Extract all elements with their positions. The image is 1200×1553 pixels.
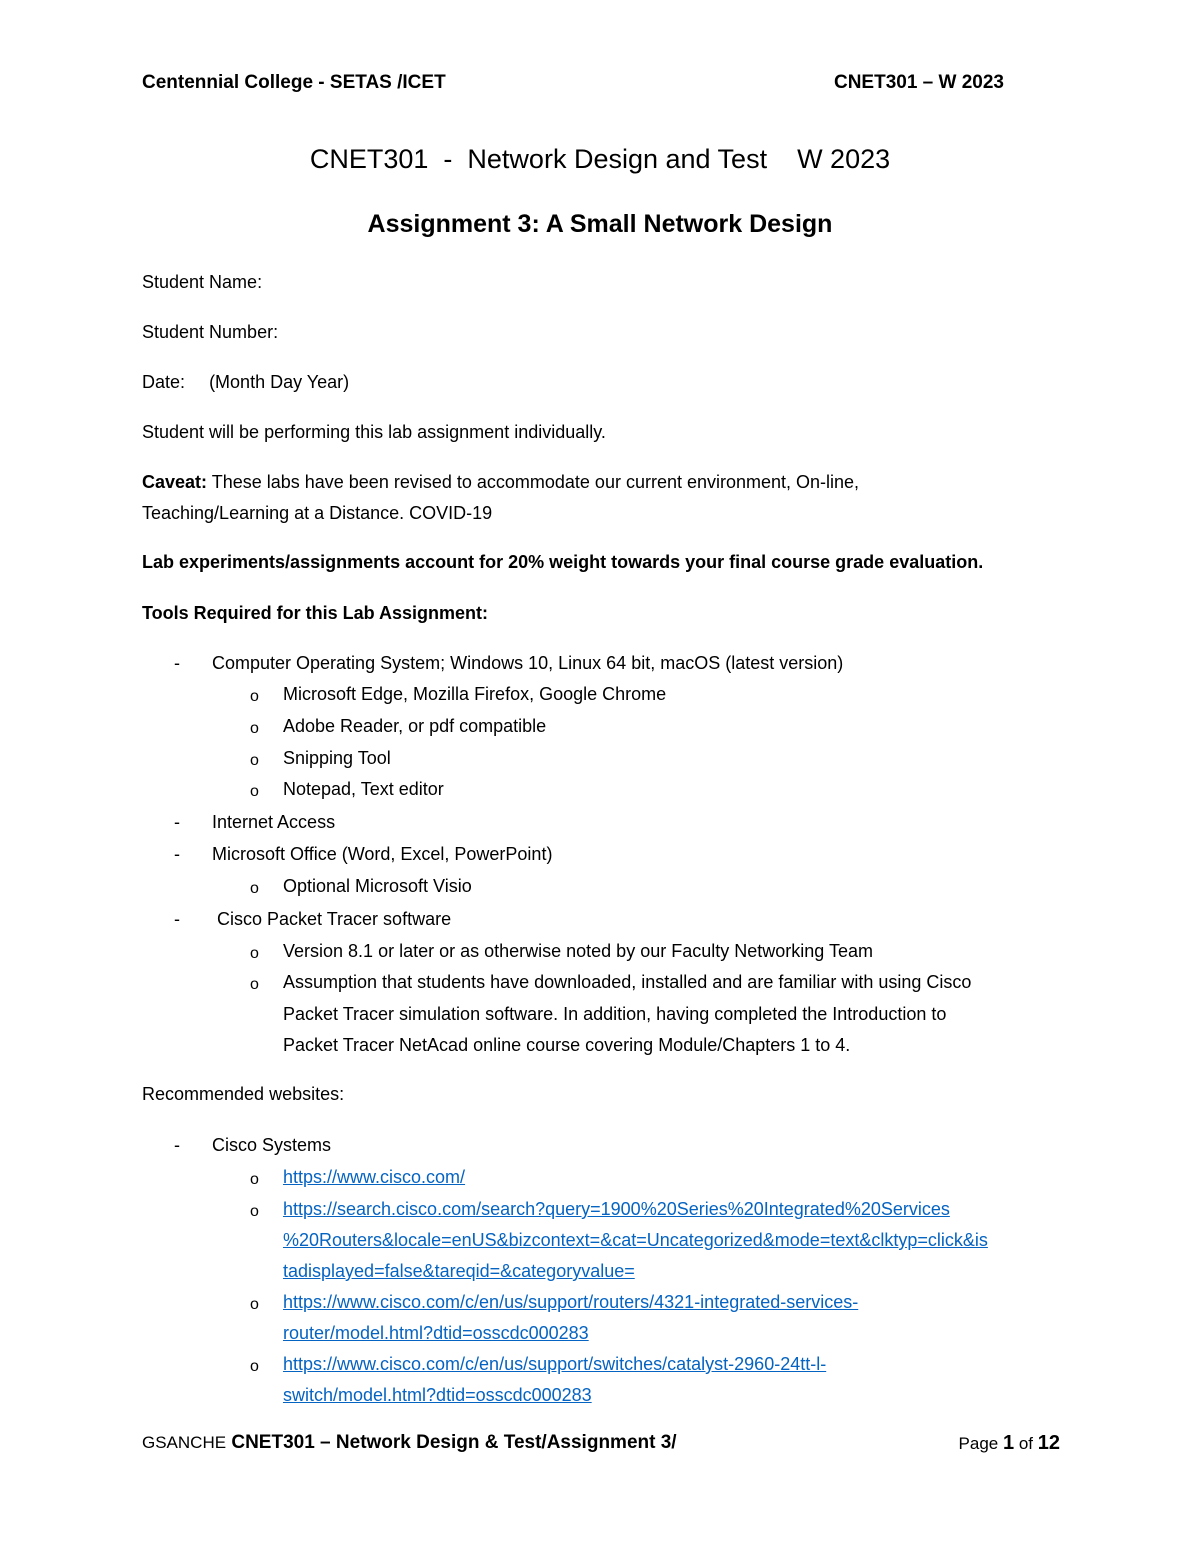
link-cisco-search-line-1[interactable]: https://search.cisco.com/search?query=1900%20Series%20Integrated%20Services — [283, 1199, 950, 1219]
link-router-4321-line-1[interactable]: https://www.cisco.com/c/en/us/support/routers/4321-integrated-services- — [283, 1292, 859, 1312]
dash-bullet: - — [174, 1135, 180, 1155]
student-number-field: Student Number: — [142, 322, 279, 342]
header-right: CNET301 – W 2023 — [833, 72, 1004, 93]
circle-bullet: o — [250, 880, 259, 897]
weight-note: Lab experiments/assignments account for 20% weight towards your final course grade evaluation. — [142, 552, 984, 572]
tool-packet-tracer: Cisco Packet Tracer software — [212, 909, 452, 929]
assignment-title: Assignment 3: A Small Network Design — [367, 210, 833, 238]
tool-snipping: Snipping Tool — [283, 748, 391, 768]
circle-bullet: o — [250, 688, 259, 705]
pt-assumption-line-1: Assumption that students have downloaded, installed and are familiar with using Cisco — [283, 972, 972, 992]
circle-bullet: o — [250, 1358, 259, 1375]
circle-bullet: o — [250, 1203, 259, 1220]
page-total: 12 — [1037, 1432, 1060, 1454]
circle-bullet: o — [250, 720, 259, 737]
caveat-line-2: Teaching/Learning at a Distance. COVID-19 — [142, 503, 493, 523]
course-title: CNET301 - Network Design and Test W 2023 — [309, 144, 891, 174]
link-switch-2960-line-1[interactable]: https://www.cisco.com/c/en/us/support/switches/catalyst-2960-24tt-l- — [283, 1354, 827, 1374]
caveat-label: Caveat: — [142, 472, 208, 492]
tool-visio: Optional Microsoft Visio — [283, 876, 472, 896]
student-name-field: Student Name: — [142, 272, 263, 292]
individual-note: Student will be performing this lab assignment individually. — [142, 422, 606, 442]
dash-bullet: - — [174, 812, 180, 832]
page-label: Page — [958, 1434, 999, 1453]
dash-bullet: - — [174, 909, 180, 929]
tool-os: Computer Operating System; Windows 10, Linux 64 bit, macOS (latest version) — [212, 653, 844, 673]
pt-assumption-line-3: Packet Tracer NetAcad online course covering Module/Chapters 1 to 4. — [283, 1035, 851, 1055]
tools-heading: Tools Required for this Lab Assignment: — [142, 603, 489, 623]
circle-bullet: o — [250, 1296, 259, 1313]
tool-pdf-reader: Adobe Reader, or pdf compatible — [283, 716, 547, 736]
website-group-cisco: Cisco Systems — [212, 1135, 332, 1155]
pt-version: Version 8.1 or later or as otherwise noted by our Faculty Networking Team — [283, 941, 873, 961]
footer-page-number — [959, 1432, 1060, 1455]
link-router-4321-line-2[interactable]: router/model.html?dtid=osscdc000283 — [283, 1323, 589, 1343]
circle-bullet: o — [250, 1171, 259, 1188]
date-value: (Month Day Year) — [209, 372, 350, 392]
link-cisco-search-line-2[interactable]: %20Routers&locale=enUS&bizcontext=&cat=Uncategorized&mode=text&clktyp=click&is — [283, 1230, 988, 1250]
page-of-label: of — [1018, 1434, 1034, 1453]
tool-notepad: Notepad, Text editor — [283, 779, 444, 799]
date-field — [142, 372, 349, 393]
link-cisco-home[interactable]: https://www.cisco.com/ — [283, 1167, 466, 1187]
footer-doc-title: CNET301 – Network Design & Test/Assignment 3/ — [226, 1432, 677, 1453]
date-label: Date: — [142, 372, 186, 392]
dash-bullet: - — [174, 844, 180, 864]
caveat-text-1: These labs have been revised to accommodate our current environment, On-line, — [207, 472, 860, 492]
circle-bullet: o — [250, 976, 259, 993]
link-cisco-search-line-3[interactable]: tadisplayed=false&tareqid=&categoryvalue= — [283, 1261, 635, 1281]
tool-browsers: Microsoft Edge, Mozilla Firefox, Google Chrome — [283, 684, 667, 704]
recommended-heading: Recommended websites: — [142, 1084, 345, 1104]
header-left: Centennial College - SETAS /ICET — [142, 72, 446, 93]
footer-author: GSANCHE — [142, 1433, 227, 1452]
caveat-line-1 — [142, 472, 859, 493]
tool-office: Microsoft Office (Word, Excel, PowerPoint) — [212, 844, 553, 864]
tool-internet: Internet Access — [212, 812, 336, 832]
page-current: 1 — [1002, 1432, 1015, 1454]
circle-bullet: o — [250, 783, 259, 800]
circle-bullet: o — [250, 945, 259, 962]
pt-assumption-line-2: Packet Tracer simulation software. In addition, having completed the Introduction to — [283, 1004, 947, 1024]
link-switch-2960-line-2[interactable]: switch/model.html?dtid=osscdc000283 — [283, 1385, 592, 1405]
circle-bullet: o — [250, 752, 259, 769]
dash-bullet: - — [174, 653, 180, 673]
footer-document-info — [142, 1432, 677, 1454]
